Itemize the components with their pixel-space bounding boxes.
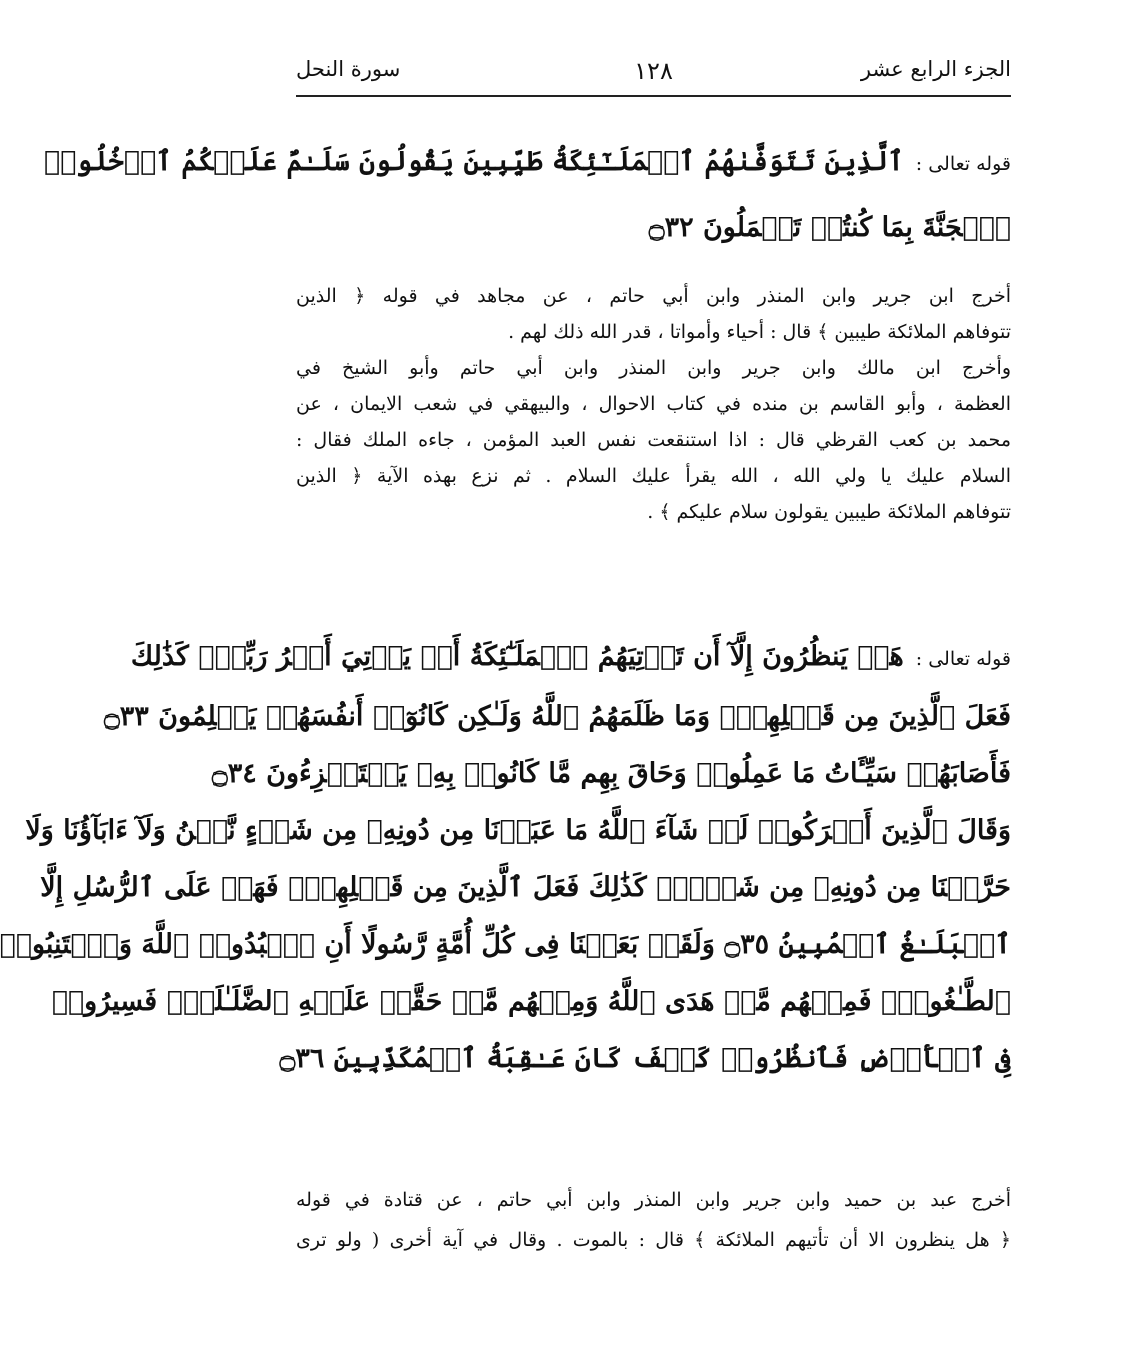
verse-line: [43, 130, 1011, 196]
verse-line: فَأَصَابَهُمۡ سَيِّـَٔاتُ مَا عَمِلُوا۟ وَحَاقَ بِهِم مَّا كَانُوا۟ بِهِۦ يَسۡتَهۡزِءُونَ ۝٣٤: [211, 758, 1011, 789]
verse-line: ٱلطَّـٰغُوتَۖ فَمِنۡهُم مَّنۡ هَدَى ٱللَّهُ وَمِنۡهُم مَّنۡ حَقَّتۡ عَلَيۡهِ ٱلضَّلَـٰلَةُۚ فَسِيرُوا۟: [51, 986, 1011, 1017]
verse-line: [130, 628, 1011, 688]
commentary-block-1: [296, 278, 1011, 530]
verse-line: وَقَالَ ٱلَّذِينَ أَشۡرَكُوا۟ لَوۡ شَآءَ ٱللَّهُ مَا عَبَدۡنَا مِن دُونِهِۦ مِن شَیۡءٍ نَّحۡنُ وَلَآ ءَابَآؤُنَا وَلَا: [25, 815, 1011, 846]
commentary-line: تتوفاهم الملائكة طيبين يقولون سلام عليكم ﴾ .: [647, 501, 1011, 523]
verse-line: فِی ٱلۡأَرۡضِ فَٱنظُرُوا۟ كَيۡفَ كَانَ عَـٰقِبَةُ ٱلۡمُكَذِّبِينَ ۝٣٦: [279, 1043, 1011, 1074]
commentary-block-2: [296, 1180, 1011, 1260]
verse-line: ٱلۡجَنَّةَ بِمَا كُنتُمۡ تَعۡمَلُونَ ۝٣٢: [648, 212, 1011, 243]
juz-title: الجزء الرابع عشر: [860, 57, 1011, 81]
verse-line: فَعَلَ ٱلَّذِينَ مِن قَبۡلِهِمۡۚ وَمَا ظَلَمَهُمُ ٱللَّهُ وَلَـٰكِن كَانُوٓا۟ أَنفُسَهُمۡ يَظۡلِمُونَ ۝٣٣: [103, 701, 1011, 732]
commentary-line: وأخرج ابن مالك وابن جرير وابن المنذر وابن أبي حاتم وأبو الشيخ في: [296, 357, 1011, 379]
commentary-line: العظمة ، وأبو القاسم بن منده في كتاب الاحوال ، والبيهقي في شعب الايمان ، عن: [296, 393, 1011, 415]
commentary-line: السلام عليك يا ولي الله ، الله يقرأ عليك السلام . ثم نزع بهذه الآية ﴿ الذين: [296, 465, 1011, 487]
verse-intro: قوله تعالى :: [915, 648, 1011, 670]
commentary-line: ﴿ هل ينظرون الا أن تأتيهم الملائكة ﴾ قال : بالموت . وقال في آية أخرى ( ولو ترى: [296, 1229, 1011, 1251]
surah-title: سورة النحل: [296, 57, 401, 81]
page-number: ١٢٨: [634, 57, 673, 85]
verse-block-32: [43, 130, 1011, 260]
verse-text: هَلۡ يَنظُرُونَ إِلَّآ أَن تَأۡتِيَهُمُ ٱلۡمَلَـٰٓئِكَةُ أَوۡ يَأۡتِيَ أَمۡرُ رَبِّكَۚ كَذَٰلِكَ: [130, 641, 904, 672]
verse-intro: قوله تعالى :: [915, 153, 1011, 175]
page-header: [296, 55, 1011, 97]
verse-block-33-36: [0, 628, 1011, 1087]
commentary-line: أخرج عبد بن حميد وابن جرير وابن المنذر وابن أبي حاتم ، عن قتادة في قوله: [296, 1189, 1011, 1211]
commentary-line: أخرج ابن جرير وابن المنذر وابن أبي حاتم ، عن مجاهد في قوله ﴿ الذين: [296, 285, 1011, 307]
commentary-line: محمد بن كعب القرظي قال : اذا استنقعت نفس العبد المؤمن ، جاءه الملك فقال :: [296, 429, 1011, 451]
commentary-line: تتوفاهم الملائكة طيبين ﴾ قال : أحياء وأمواتا ، قدر الله ذلك لهم .: [508, 321, 1011, 343]
verse-text: ٱلَّذِينَ تَتَوَفَّىٰهُمُ ٱلۡمَلَـٰٓئِكَةُ طَيِّبِينَ يَقُولُونَ سَلَـٰمٌ عَلَيۡكُمُ ٱدۡخُلُوا۟: [43, 146, 904, 177]
verse-line: ٱلۡبَلَـٰغُ ٱلۡمُبِينُ ۝٣٥ وَلَقَدۡ بَعَثۡنَا فِی كُلِّ أُمَّةٍ رَّسُولًا أَنِ ٱعۡبُدُوا۟ ٱللَّهَ وَٱجۡتَنِبُوا۟: [0, 929, 1011, 960]
verse-line: حَرَّمۡنَا مِن دُونِهِۦ مِن شَیۡءٍۚ كَذَٰلِكَ فَعَلَ ٱلَّذِينَ مِن قَبۡلِهِمۡۚ فَهَلۡ عَلَى ٱلرُّسُلِ إِلَّا: [40, 872, 1011, 903]
